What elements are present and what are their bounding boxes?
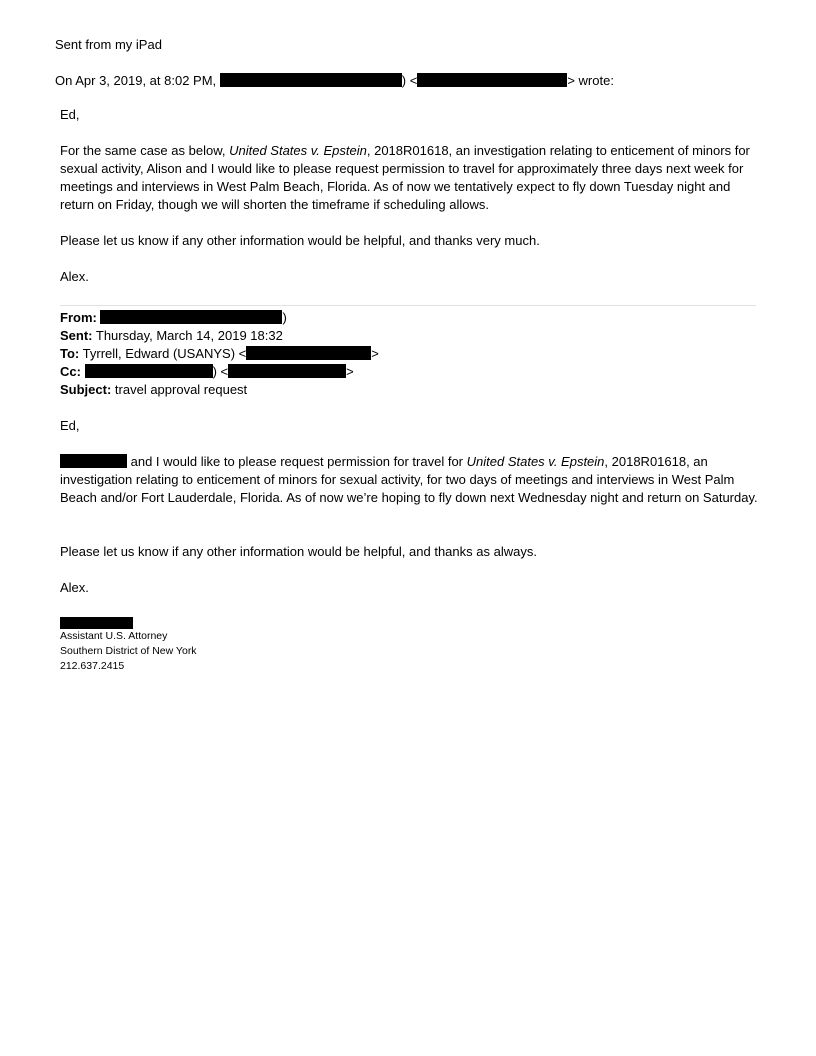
sent-line <box>60 327 283 345</box>
reply-header <box>55 72 614 90</box>
to-value: Tyrrell, Edward (USANYS) < <box>82 346 247 361</box>
original-paragraph-2: Please let us know if any other information would be helpful, and thanks as always. <box>60 544 537 559</box>
original-signoff: Alex. <box>60 580 89 595</box>
case-name: United States v. Epstein <box>229 143 367 158</box>
message-separator <box>60 305 756 306</box>
redaction-bar <box>100 310 282 324</box>
reply-paragraph-1 <box>60 142 760 214</box>
redaction-bar <box>246 346 371 360</box>
reply-paragraph-2: Please let us know if any other information would be helpful, and thanks very much. <box>60 233 540 248</box>
cc-end: > <box>346 364 354 379</box>
from-line <box>60 309 287 327</box>
sent-label: Sent: <box>60 328 93 343</box>
original-greeting: Ed, <box>60 418 80 433</box>
from-end: ) <box>282 310 287 325</box>
redaction-bar <box>60 454 127 468</box>
original-paragraph-1 <box>60 453 760 507</box>
case-name: United States v. Epstein <box>466 454 605 469</box>
to-end: > <box>371 346 379 361</box>
signature-phone: 212.637.2415 <box>60 660 125 672</box>
redaction-bar <box>85 364 213 378</box>
redaction-bar <box>417 73 567 87</box>
original-p1-text-b: , 2018R01618, an investigation relating to enticement of minors for sexual activity, for two days of meetings and interviews in West Palm Beach and/or Fort Lauderdale, Florida. As of now we’re hoping to fly down next Wednesday night and return on Saturday. <box>60 454 758 505</box>
reply-header-end: > wrote: <box>567 73 614 88</box>
redaction-bar <box>228 364 346 378</box>
to-label: To: <box>60 346 80 361</box>
sent-from-line: Sent from my iPad <box>55 37 162 52</box>
reply-signoff: Alex. <box>60 269 89 284</box>
sent-value: Thursday, March 14, 2019 18:32 <box>95 328 283 343</box>
cc-line <box>60 363 354 381</box>
original-p1-text-a: and I would like to please request permission for travel for <box>127 454 467 469</box>
subject-label: Subject: <box>60 382 112 397</box>
subject-value: travel approval request <box>114 382 248 397</box>
reply-p1-text-a: For the same case as below, <box>60 143 230 158</box>
reply-greeting: Ed, <box>60 107 80 122</box>
from-label: From: <box>60 310 97 325</box>
reply-header-mid: ) < <box>401 73 418 88</box>
to-line <box>60 345 379 363</box>
reply-header-start: On Apr 3, 2019, at 8:02 PM, <box>55 73 217 88</box>
redaction-bar <box>220 73 402 87</box>
reply-p1-text-b: , 2018R01618, an investigation relating to enticement of minors for sexual activity, Alison and I would like to please request permission to travel for approximately three days next week for meetings and interviews in West Palm Beach, Florida. As of now we tentatively expect to fly down Tuesday night and return on Friday, though we will shorten the timeframe if scheduling allows. <box>60 143 750 212</box>
subject-line <box>60 381 247 399</box>
signature-office: Southern District of New York <box>60 645 197 657</box>
cc-label: Cc: <box>60 364 81 379</box>
redaction-bar <box>60 617 133 629</box>
cc-mid: ) < <box>212 364 229 379</box>
signature-title: Assistant U.S. Attorney <box>60 630 168 642</box>
